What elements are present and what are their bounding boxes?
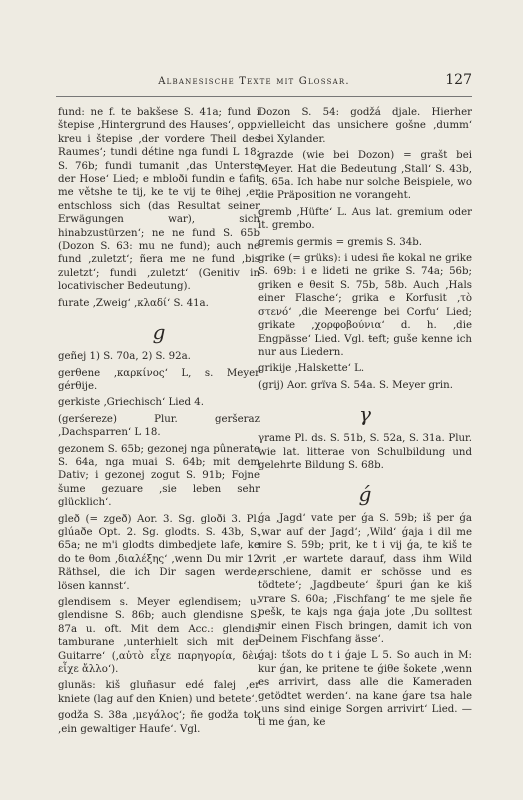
glossary-entry: gezonem S. 65b; gezonej nga pûnerate S. 64a, nga muai S. 64b; mit dem Dativ; i gezonej zogut S. 91b; Fojne šume gezuare ‚sie leben sehr glücklich‘. xyxy=(58,443,260,509)
section-letter-g: g xyxy=(152,320,166,345)
glossary-entry: grike (= grüks): i udesi ñe kokal ne grike S. 69b: i e lideti ne grike S. 74a; 56b; griken e θesit S. 75b, 58b. Auch ‚Hals einer Flasche‘; grika e Korfusit ‚τὸ στενό‘ ‚die Meerenge bei Corfu‘ Lied; grikate ‚χορφοβούνια‘ d. h. ‚die Engpässe‘ Lied. Vgl. ŧeft; guše kenne ich nur aus Liedern. xyxy=(258,253,472,358)
glossary-entry: gerθene ‚καρκίνος‘ L, s. Meyer gérθije. xyxy=(58,367,260,392)
glossary-entry: gerkiste ‚Griechisch‘ Lied 4. xyxy=(58,397,205,409)
glossary-entry: ǵaj: tšots do t i ǵaje L 5. So auch in M: kur ǵan, ke pritene te ǵiθe šokete ‚wenn es arrivirt, dass alle die Kameraden getödtet werden‘. na kane ǵare tsa hale ‚uns sind einige Sorgen arrivirt‘ Lied. — ti me ǵan, ke xyxy=(258,650,472,729)
glossary-entry: furate ‚Zweig‘ ‚κλαδί‘ S. 41a. xyxy=(58,297,209,309)
glossary-entry: godža S. 38a ‚μεγάλος‘; ñe godža tok ‚ein gewaltiger Haufe‘. Vgl. xyxy=(58,710,260,735)
glossary-entry: glendisem s. Meyer eglendisem; u-glendisne S. 86b; auch glendisne S. 87a u. oft. Mit dem Acc.: glendis tamburane ‚unterhielt sich mit der Guitarre‘ (‚αὐτὸ εἶχε παρηγορία, δὲν εἶχε ἄλλο‘). xyxy=(58,597,260,676)
right-column xyxy=(258,106,472,733)
left-column xyxy=(58,106,260,739)
glossary-entry: gremis germis = gremis S. 34b. xyxy=(258,236,423,248)
running-title: Albanesische Texte mit Glossar. xyxy=(158,76,350,87)
glossary-entry: γrame Pl. ds. S. 51b, S. 52a, S. 31a. Plur. wie lat. litterae von Schulbildung und gelehrte Bildung S. 68b. xyxy=(258,433,472,471)
page-header xyxy=(56,68,472,97)
section-letter-gj: ǵ xyxy=(358,482,372,507)
glossary-entry: gleð (= zgeð) Aor. 3. Sg. gloði 3. Pl. glúaðe Opt. 2. Sg. glodts. S. 43b, S. 65a; ne m'i glodts dimbedjete lafe, ke do te θom ‚διαλέξης‘ ‚wenn Du mir 12 Räthsel, die ich Dir sagen werde, lösen kannst‘. xyxy=(58,513,260,592)
glossary-entry: (grij) Aor. grïva S. 54a. S. Meyer grin. xyxy=(258,379,453,391)
glossary-entry: glunäs: kiš gluñasur edé falej ‚er kniete (lag auf den Knien) und betete‘. xyxy=(58,680,260,705)
glossary-entry: (gerśereze) Plur. geršeraz ‚Dachsparren‘ L 18. xyxy=(58,413,260,439)
glossary-entry: fund: ne f. te bakšese S. 41a; fund i štepise ‚Hintergrund des Hauses‘, opp. kreu i štepise ‚der vordere Theil des Raumes‘; tundi détine nga fundi L 18; S. 76b; fundi tumanit ‚das Unterste der Hose‘ Lied; e mbloði fundin e ťafit me větshe te tij, ke te vij te θihej ‚er entschloss sich (das Resultat seiner Erwägungen war), sich hinabzustürzen‘; ne ne fund S. 65b (Dozon S. 63: mu ne fund); auch ne fund ‚zuletzt‘; ñera me ne fund ‚bis zuletzt‘; fundi ‚zuletzt‘ (Genitiv in locativischer Bedeutung). xyxy=(58,107,260,293)
section-letter-gamma: γ xyxy=(359,402,371,427)
glossary-entry: gremb ‚Hüfte‘ L. Aus lat. gremium oder it. grembo. xyxy=(258,206,472,232)
glossary-entry: grikije ‚Halskette‘ L. xyxy=(258,363,365,375)
glossary-entry: ǵa ‚Jagd‘ vate per ǵa S. 59b; iš per ǵa ‚war auf der Jagd‘; ‚Wild‘ ǵaja i dil me mire S. 59b; prit, ke t i vij ǵa, te kiš te vrit ‚er wartete darauf, dass ihm Wild erschiene, damit er schösse und es tödtete‘; ‚Jagdbeute‘ špuri ǵan ke kiš vrare S. 60a; ‚Fischfang‘ te me sjele ñe pešk, te kajs nga ǵaja jote ‚Du solltest mir einen Fisch bringen, damit ich von Deinem Fischfang ässe‘. xyxy=(258,513,472,645)
page-number: 127 xyxy=(445,72,472,88)
glossary-entry: Dozon S. 54: godžá djale. Hierher vielleicht das unsichere gošne ‚dumm‘ bei Xylander. xyxy=(258,107,472,145)
glossary-entry: geñej 1) S. 70a, 2) S. 92a. xyxy=(58,351,191,363)
glossary-entry: grazde (wie bei Dozon) = grašt bei Meyer. Hat die Bedeutung ‚Stall‘ S. 43b, S. 65a. Ich habe nur solche Beispiele, wo die Präposition ne vorangeht. xyxy=(258,150,472,202)
